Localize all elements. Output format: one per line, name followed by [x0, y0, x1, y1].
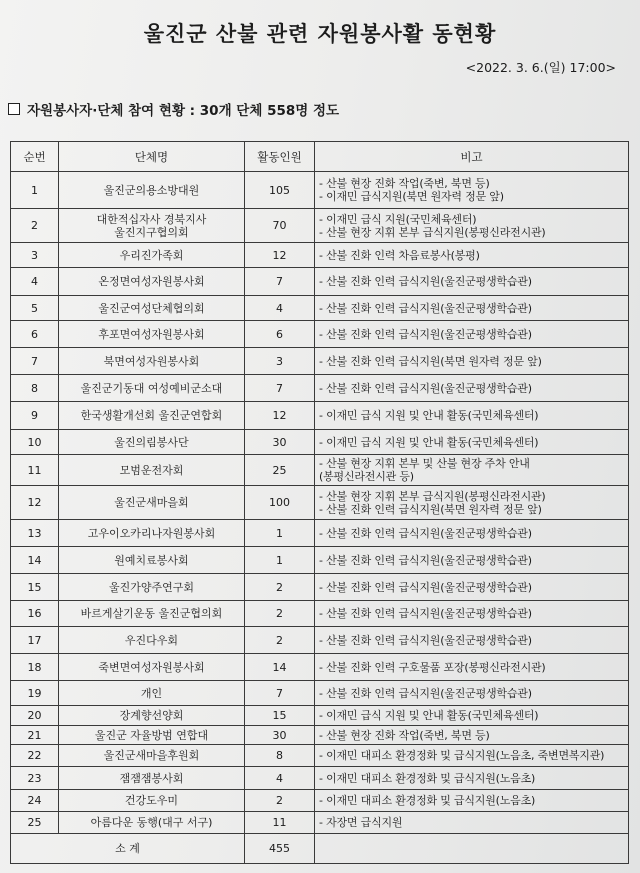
name-line: 원예치료봉사회 — [114, 553, 189, 567]
remark-line: - 산불 현장 지휘 본부 급식지원(봉평신라전시관) — [319, 489, 546, 503]
cell-no: 18 — [11, 654, 59, 681]
total-remarks — [315, 834, 629, 864]
name-line: 울진가양주연구회 — [108, 580, 194, 594]
name-line: 잼잼잼봉사회 — [119, 771, 184, 785]
name-line: 울진군새마을회 — [114, 496, 189, 509]
table-row — [11, 812, 629, 834]
cell-count: 105 — [245, 172, 315, 209]
cell-count: 2 — [245, 601, 315, 627]
cell-remarks — [315, 547, 629, 574]
table-row — [11, 745, 629, 767]
name-line: 북면여성자원봉사회 — [103, 354, 200, 368]
cell-count: 30 — [245, 726, 315, 745]
cell-count: 6 — [245, 321, 315, 348]
cell-no: 12 — [11, 486, 59, 520]
remark-line: - 이재민 급식 지원 및 안내 활동(국민체육센터) — [319, 709, 539, 722]
table-row — [11, 520, 629, 547]
table-row — [11, 172, 629, 209]
cell-name — [59, 172, 245, 209]
cell-remarks — [315, 790, 629, 812]
cell-no: 3 — [11, 243, 59, 268]
remark-line: - 산불 진화 인력 급식지원(울진군평생학습관) — [319, 526, 532, 540]
table-row — [11, 243, 629, 268]
cell-no: 4 — [11, 268, 59, 296]
table-row — [11, 402, 629, 430]
table-row — [11, 455, 629, 486]
name-line: 개인 — [140, 686, 163, 700]
cell-count: 4 — [245, 767, 315, 790]
cell-remarks — [315, 455, 629, 486]
table-row — [11, 681, 629, 706]
cell-name — [59, 430, 245, 455]
cell-name — [59, 375, 245, 402]
table-row — [11, 296, 629, 321]
remark-line: - 산불 진화 인력 차음료봉사(봉평) — [319, 248, 480, 262]
cell-remarks — [315, 348, 629, 375]
cell-count: 25 — [245, 455, 315, 486]
name-line: 아름다운 동행(대구 서구) — [90, 816, 213, 829]
name-line: 후포면여성자원봉사회 — [98, 327, 205, 341]
name-line: 모범운전자회 — [119, 463, 184, 477]
cell-name — [59, 745, 245, 767]
cell-no: 21 — [11, 726, 59, 745]
cell-no: 1 — [11, 172, 59, 209]
cell-count: 2 — [245, 627, 315, 654]
remark-line: - 산불 진화 인력 급식지원(울진군평생학습관) — [319, 580, 532, 594]
remark-line: - 산불 진화 인력 급식지원(울진군평생학습관) — [319, 301, 532, 315]
cell-remarks — [315, 520, 629, 547]
name-line: 온정면여성자원봉사회 — [98, 275, 205, 288]
name-line: 울진군기동대 여성예비군소대 — [80, 381, 223, 395]
cell-name — [59, 654, 245, 681]
cell-name — [59, 790, 245, 812]
cell-count: 4 — [245, 296, 315, 321]
cell-name — [59, 627, 245, 654]
cell-name — [59, 681, 245, 706]
cell-no: 11 — [11, 455, 59, 486]
cell-name — [59, 574, 245, 601]
cell-name — [59, 348, 245, 375]
cell-count: 12 — [245, 243, 315, 268]
header-name: 단체명 — [59, 142, 245, 172]
remark-line: - 이재민 급식지원(북면 원자력 정문 앞) — [319, 190, 504, 203]
table-row — [11, 767, 629, 790]
remark-line: - 산불 진화 인력 급식지원(울진군평생학습관) — [319, 381, 532, 395]
name-line: 울진지구협의회 — [114, 225, 189, 239]
cell-name — [59, 706, 245, 726]
cell-no: 22 — [11, 745, 59, 767]
summary-text: 자원봉사자·단체 참여 현황 : 30개 단체 558명 정도 — [27, 103, 340, 119]
cell-count: 70 — [245, 209, 315, 243]
table-row — [11, 574, 629, 601]
name-line: 울진군새마을후원회 — [103, 749, 200, 762]
remark-line: (봉평신라전시관 등) — [319, 470, 414, 483]
cell-no: 19 — [11, 681, 59, 706]
name-line: 고우이오카리나자원봉사회 — [87, 526, 216, 540]
cell-no: 16 — [11, 601, 59, 627]
cell-count: 30 — [245, 430, 315, 455]
cell-count: 7 — [245, 268, 315, 296]
remark-line: - 이재민 대피소 환경정화 및 급식지원(노음초) — [319, 794, 536, 807]
cell-count: 14 — [245, 654, 315, 681]
cell-name — [59, 209, 245, 243]
cell-name — [59, 296, 245, 321]
cell-count: 2 — [245, 574, 315, 601]
cell-count: 7 — [245, 681, 315, 706]
header-count: 활동인원 — [245, 142, 315, 172]
name-line: 장계향선양회 — [119, 709, 184, 722]
table-row — [11, 601, 629, 627]
name-line: 죽변면여성자원봉사회 — [98, 660, 205, 674]
cell-count: 1 — [245, 547, 315, 574]
table-row — [11, 547, 629, 574]
cell-count: 12 — [245, 402, 315, 430]
cell-no: 2 — [11, 209, 59, 243]
remark-line: - 이재민 급식 지원 및 안내 활동(국민체육센터) — [319, 409, 539, 422]
remark-line: - 자장면 급식지원 — [319, 816, 403, 829]
cell-name — [59, 486, 245, 520]
table-row — [11, 627, 629, 654]
table-row — [11, 654, 629, 681]
report-date: <2022. 3. 6.(일) 17:00> — [465, 60, 616, 75]
cell-no: 20 — [11, 706, 59, 726]
cell-remarks — [315, 601, 629, 627]
cell-remarks — [315, 402, 629, 430]
cell-remarks — [315, 812, 629, 834]
remark-line: - 산불 진화 인력 급식지원(북면 원자력 정문 앞) — [319, 354, 542, 368]
remark-line: - 산불 현장 진화 작업(죽변, 북면 등) — [319, 728, 490, 742]
total-row — [11, 834, 629, 864]
cell-name — [59, 402, 245, 430]
header-remarks: 비고 — [315, 142, 629, 172]
table-row — [11, 790, 629, 812]
table-header-row — [11, 142, 629, 172]
cell-no: 6 — [11, 321, 59, 348]
cell-remarks — [315, 706, 629, 726]
cell-name — [59, 268, 245, 296]
cell-name — [59, 547, 245, 574]
cell-name — [59, 321, 245, 348]
cell-remarks — [315, 375, 629, 402]
cell-remarks — [315, 726, 629, 745]
cell-name — [59, 455, 245, 486]
table-row — [11, 321, 629, 348]
cell-remarks — [315, 767, 629, 790]
cell-remarks — [315, 321, 629, 348]
remark-line: - 산불 진화 인력 급식지원(울진군평생학습관) — [319, 633, 532, 647]
cell-name — [59, 812, 245, 834]
total-count: 455 — [245, 834, 315, 864]
name-line: 울진군 자율방범 연합대 — [94, 728, 209, 742]
remark-line: - 산불 진화 인력 급식지원(울진군평생학습관) — [319, 327, 532, 341]
cell-remarks — [315, 243, 629, 268]
cell-count: 15 — [245, 706, 315, 726]
name-line: 바르게살기운동 울진군협의회 — [80, 607, 223, 620]
cell-no: 5 — [11, 296, 59, 321]
cell-name — [59, 520, 245, 547]
cell-no: 23 — [11, 767, 59, 790]
cell-remarks — [315, 430, 629, 455]
cell-remarks — [315, 296, 629, 321]
cell-remarks — [315, 574, 629, 601]
remark-line: - 산불 진화 인력 급식지원(울진군평생학습관) — [319, 686, 532, 700]
name-line: 우리진가족회 — [119, 248, 184, 262]
remark-line: - 산불 진화 인력 급식지원(울진군평생학습관) — [319, 553, 532, 567]
cell-remarks — [315, 209, 629, 243]
cell-remarks — [315, 486, 629, 520]
remark-line: - 산불 진화 인력 급식지원(울진군평생학습관) — [319, 607, 532, 620]
remark-line: - 산불 진화 인력 구호물품 포장(봉평신라전시관) — [319, 660, 546, 674]
remark-line: - 산불 진화 인력 급식지원(북면 원자력 정문 앞) — [319, 502, 542, 516]
volunteer-table — [10, 141, 629, 864]
cell-no: 24 — [11, 790, 59, 812]
header-no: 순번 — [11, 142, 59, 172]
cell-name — [59, 243, 245, 268]
cell-remarks — [315, 627, 629, 654]
cell-no: 8 — [11, 375, 59, 402]
remark-line: - 산불 현장 지휘 본부 급식지원(봉평신라전시관) — [319, 225, 546, 239]
cell-remarks — [315, 268, 629, 296]
cell-count: 2 — [245, 790, 315, 812]
table-row — [11, 209, 629, 243]
cell-count: 3 — [245, 348, 315, 375]
remark-line: - 이재민 급식 지원(국민체육센터) — [319, 212, 477, 226]
cell-no: 10 — [11, 430, 59, 455]
cell-no: 15 — [11, 574, 59, 601]
remark-line: - 산불 현장 진화 작업(죽변, 북면 등) — [319, 177, 490, 190]
cell-no: 17 — [11, 627, 59, 654]
table-row — [11, 348, 629, 375]
name-line: 한국생활개선회 울진군연합회 — [80, 409, 223, 422]
cell-name — [59, 726, 245, 745]
cell-count: 11 — [245, 812, 315, 834]
cell-remarks — [315, 681, 629, 706]
remark-line: - 이재민 대피소 환경정화 및 급식지원(노음초) — [319, 771, 536, 785]
cell-count: 8 — [245, 745, 315, 767]
page-title: 울진군 산불 관련 자원봉사활 동현황 — [143, 22, 497, 46]
remark-line: - 산불 현장 지휘 본부 및 산불 현장 주차 안내 — [319, 457, 530, 470]
cell-remarks — [315, 745, 629, 767]
name-line: 울진의림봉사단 — [114, 435, 189, 449]
name-line: 대한적십자사 경북지사 — [96, 212, 207, 226]
table-row — [11, 375, 629, 402]
remark-line: - 이재민 급식 지원 및 안내 활동(국민체육센터) — [319, 435, 539, 449]
name-line: 울진군의용소방대원 — [103, 183, 200, 197]
total-label: 소 계 — [11, 834, 245, 864]
table-row — [11, 486, 629, 520]
cell-no: 7 — [11, 348, 59, 375]
cell-remarks — [315, 172, 629, 209]
cell-count: 1 — [245, 520, 315, 547]
cell-no: 9 — [11, 402, 59, 430]
cell-count: 100 — [245, 486, 315, 520]
cell-remarks — [315, 654, 629, 681]
table-row — [11, 706, 629, 726]
cell-no: 25 — [11, 812, 59, 834]
remark-line: - 이재민 대피소 환경정화 및 급식지원(노음초, 죽변면복지관) — [319, 749, 605, 762]
cell-name — [59, 767, 245, 790]
name-line: 울진군여성단체협의회 — [98, 301, 205, 315]
table-row — [11, 430, 629, 455]
table-row — [11, 726, 629, 745]
name-line: 우진다우회 — [124, 633, 179, 647]
cell-no: 14 — [11, 547, 59, 574]
table-row — [11, 268, 629, 296]
remark-line: - 산불 진화 인력 급식지원(울진군평생학습관) — [319, 275, 532, 288]
cell-name — [59, 601, 245, 627]
cell-count: 7 — [245, 375, 315, 402]
cell-no: 13 — [11, 520, 59, 547]
name-line: 건강도우미 — [124, 794, 179, 807]
checkbox-icon — [8, 103, 20, 115]
summary-line — [8, 99, 339, 119]
